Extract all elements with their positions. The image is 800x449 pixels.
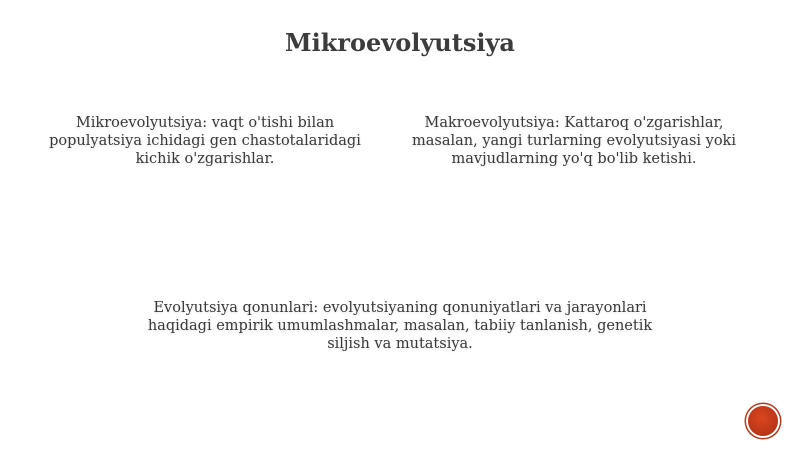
evolution-laws-text: Evolyutsiya qonunlari: evolyutsiyaning qonuniyatlari va jarayonlari haqidagi empirik umumlashmalar, masalan, tabiiy tanlanish, genetik siljish va mutatsiya. [147, 300, 653, 352]
macroevolution-text: Makroevolyutsiya: Kattaroq o'zgarishlar, masalan, yangi turlarning evolyutsiyasi yoki mavjudlarning yo'q bo'lib ketishi. [412, 115, 736, 167]
slide-title: Mikroevolyutsiya [285, 28, 515, 57]
next-slide-circle-icon[interactable] [748, 406, 778, 436]
microevolution-text: Mikroevolyutsiya: vaqt o'tishi bilan populyatsiya ichidagi gen chastotalaridagi kichik o'zgarishlar. [49, 115, 361, 167]
